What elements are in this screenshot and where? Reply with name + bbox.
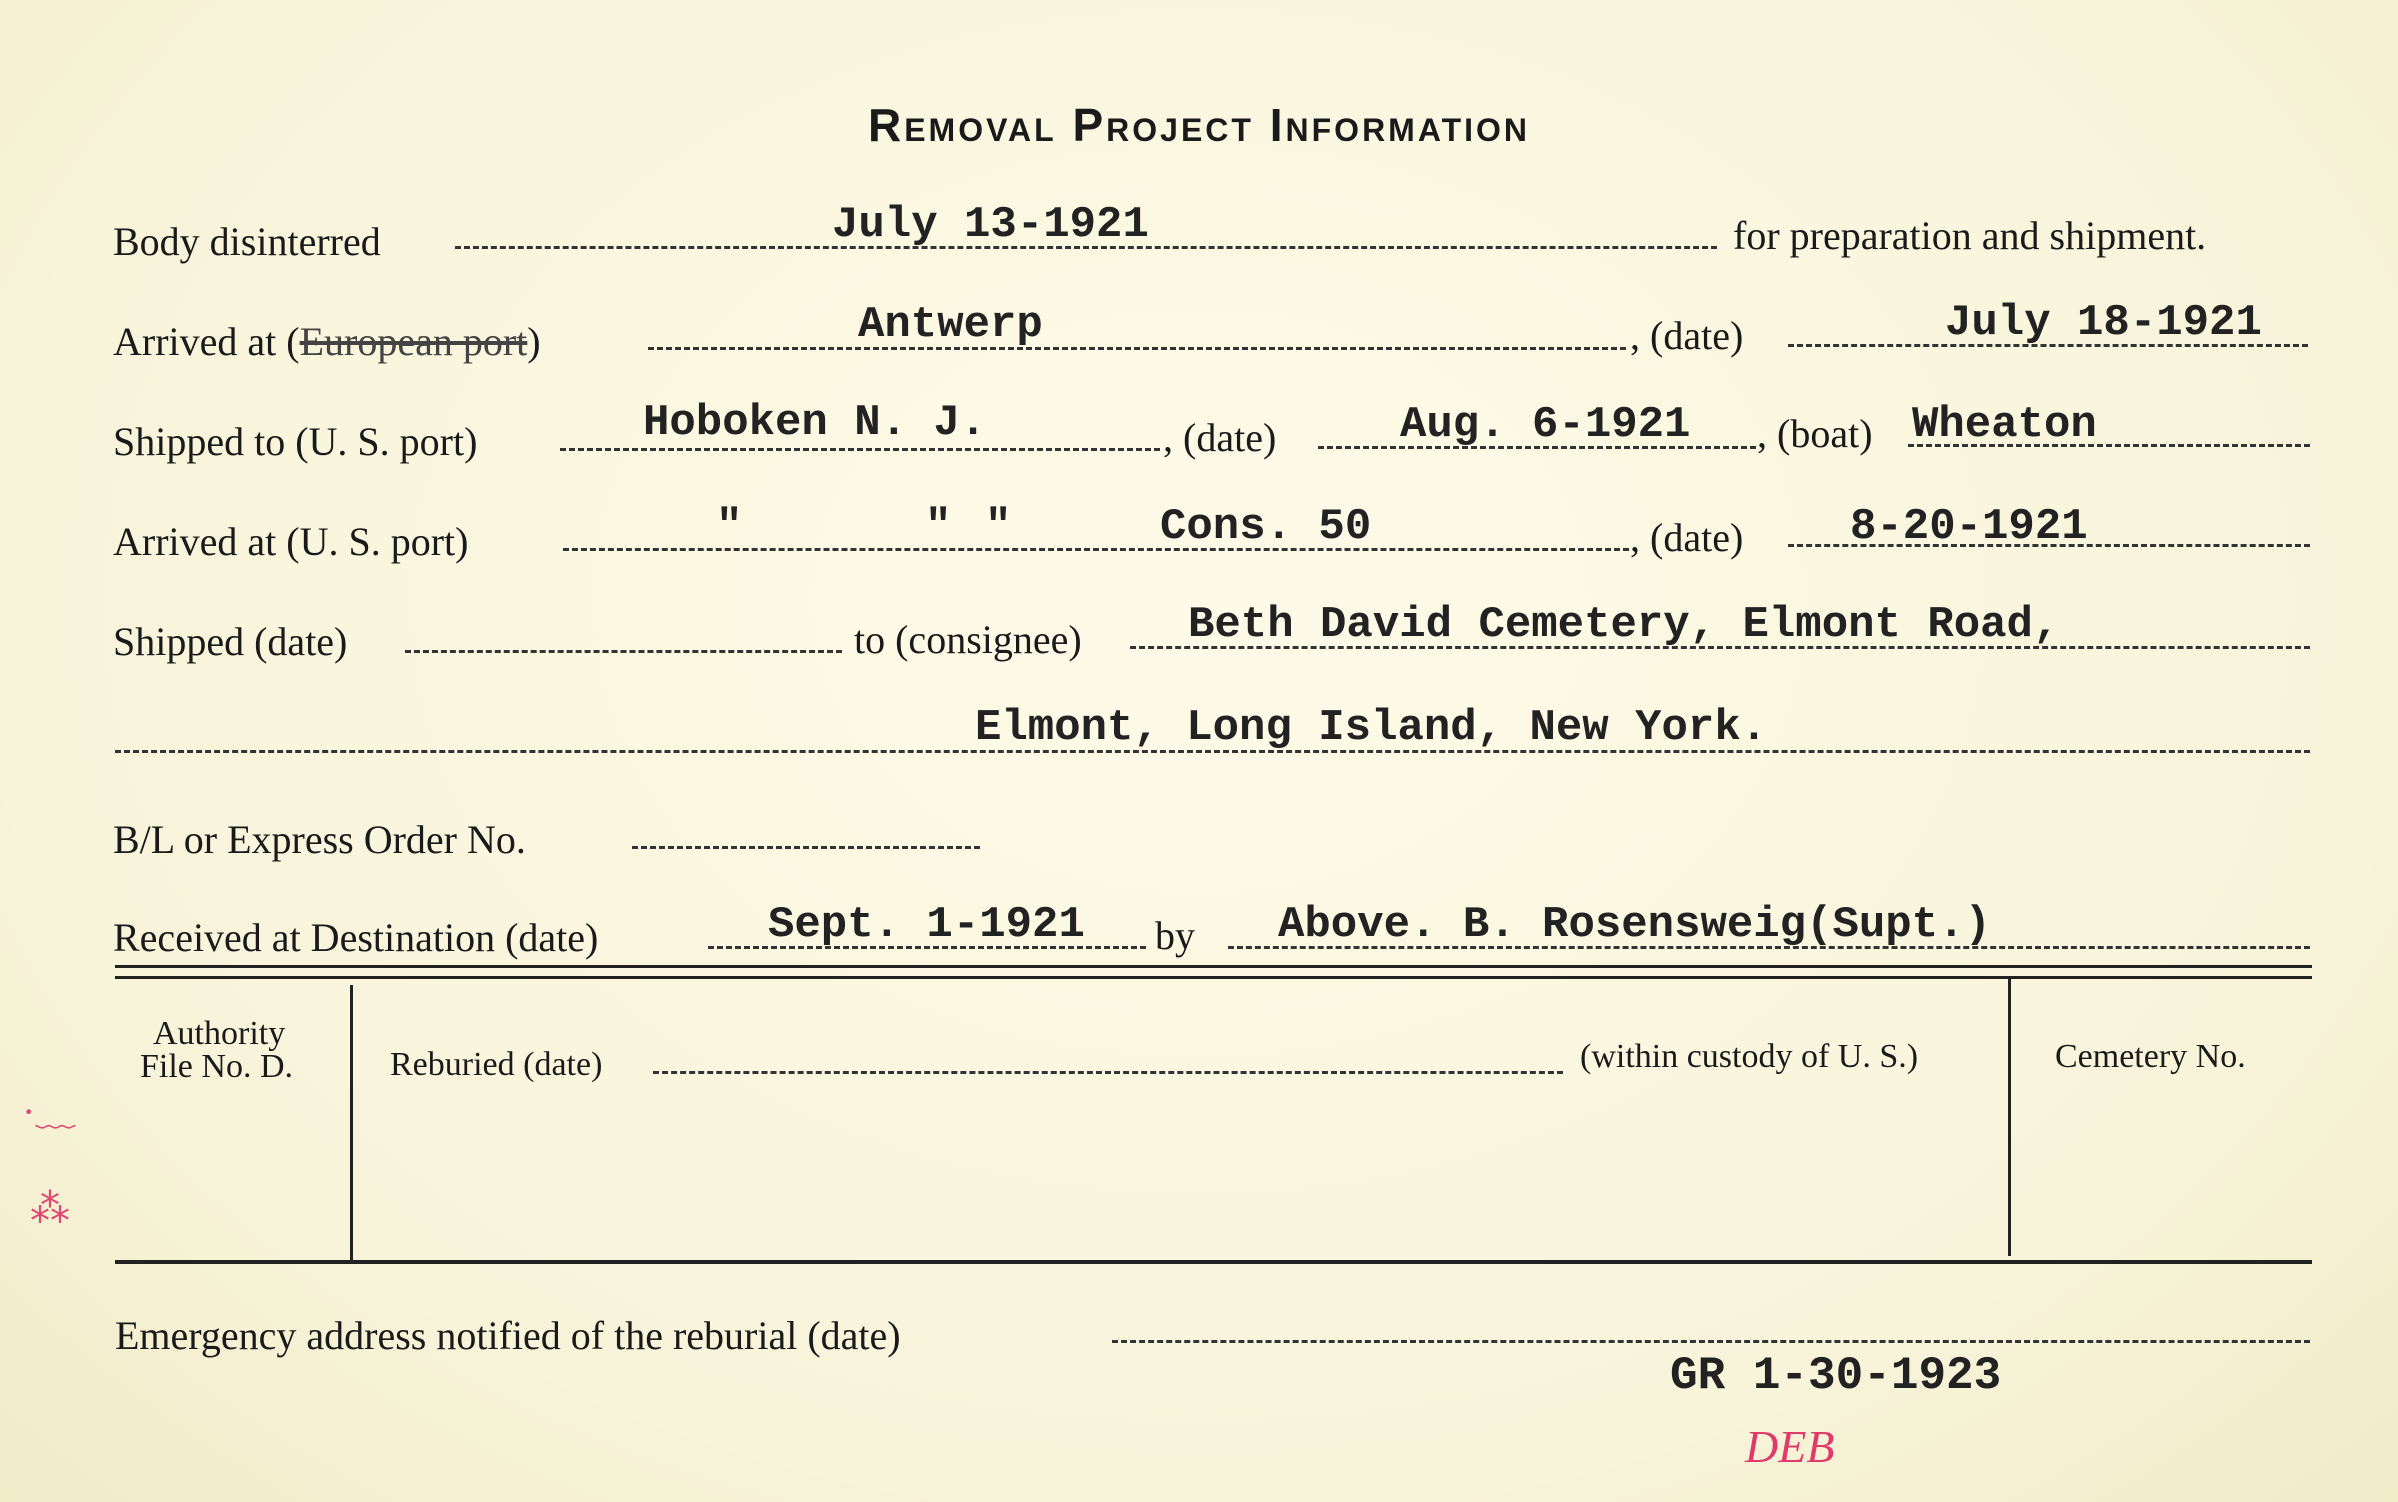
arrived-european-label: Arrived at (European port) (113, 319, 541, 364)
received-value: Sept. 1-1921 (768, 900, 1085, 950)
ink-blot-1: ·﹏ (22, 1089, 76, 1134)
arrived-us-date-value: 8-20-1921 (1850, 502, 2088, 552)
table-top-rule-2 (115, 976, 2312, 979)
reburied-label: Reburied (date) (390, 1046, 603, 1083)
shipped-date-label: Shipped (date) (113, 619, 348, 664)
ditto-mark-2: " (925, 502, 952, 552)
disinterred-label: Body disinterred (113, 219, 381, 264)
shipped-us-boat-label: , (boat) (1757, 411, 1873, 456)
page-title: Removal Project Information (867, 99, 1531, 151)
ditto-mark-1: " (716, 502, 743, 552)
shipped-us-date-value: Aug. 6-1921 (1400, 400, 1691, 450)
struck-european-port: European port (299, 319, 528, 364)
consignee-value-2: Elmont, Long Island, New York. (975, 703, 1768, 753)
shipped-us-value: Hoboken N. J. (643, 398, 987, 448)
arrived-european-date-label: , (date) (1630, 313, 1744, 358)
bl-label: B/L or Express Order No. (113, 817, 526, 862)
arrived-european-line (648, 347, 1626, 350)
shipped-us-boat-value: Wheaton (1912, 400, 2097, 450)
shipped-us-line (560, 448, 1160, 451)
handwritten-initials: DEB (1745, 1421, 1835, 1472)
consignee-value: Beth David Cemetery, Elmont Road, (1188, 600, 2060, 650)
emergency-line (1112, 1340, 2310, 1343)
disinterred-suffix: for preparation and shipment. (1733, 213, 2207, 258)
bl-line (632, 846, 980, 849)
shipped-date-line (405, 650, 842, 653)
arrived-european-date-value: July 18-1921 (1945, 298, 2262, 348)
received-by-label: by (1155, 913, 1195, 958)
emergency-label: Emergency address notified of the reburial (date) (115, 1313, 901, 1358)
cemetery-label: Cemetery No. (2055, 1038, 2246, 1075)
ink-blot-2: ⁂ (30, 1186, 70, 1231)
shipped-us-date-label: , (date) (1163, 415, 1277, 460)
received-label: Received at Destination (date) (113, 915, 599, 960)
authority-label-2: File No. D. (140, 1048, 293, 1085)
table-divider-left (350, 985, 353, 1262)
arrived-us-date-label: , (date) (1630, 515, 1744, 560)
consignee-label: to (consignee) (854, 617, 1082, 662)
arrived-us-value: Cons. 50 (1160, 502, 1372, 552)
table-bottom-rule (115, 1260, 2312, 1264)
shipped-us-label: Shipped to (U. S. port) (113, 419, 478, 464)
custody-label: (within custody of U. S.) (1580, 1038, 1919, 1075)
emergency-value: GR 1-30-1923 (1670, 1350, 2002, 1402)
table-top-rule-1 (115, 965, 2312, 968)
received-by-value: Above. B. Rosensweig(Supt.) (1278, 900, 1991, 950)
ditto-mark-3: " (985, 502, 1012, 552)
arrived-european-value: Antwerp (858, 300, 1043, 350)
disinterred-value: July 13-1921 (832, 200, 1149, 250)
reburied-line (653, 1071, 1563, 1074)
arrived-us-label: Arrived at (U. S. port) (113, 519, 469, 564)
authority-label-1: Authority (153, 1015, 286, 1052)
table-divider-right (2008, 978, 2011, 1256)
